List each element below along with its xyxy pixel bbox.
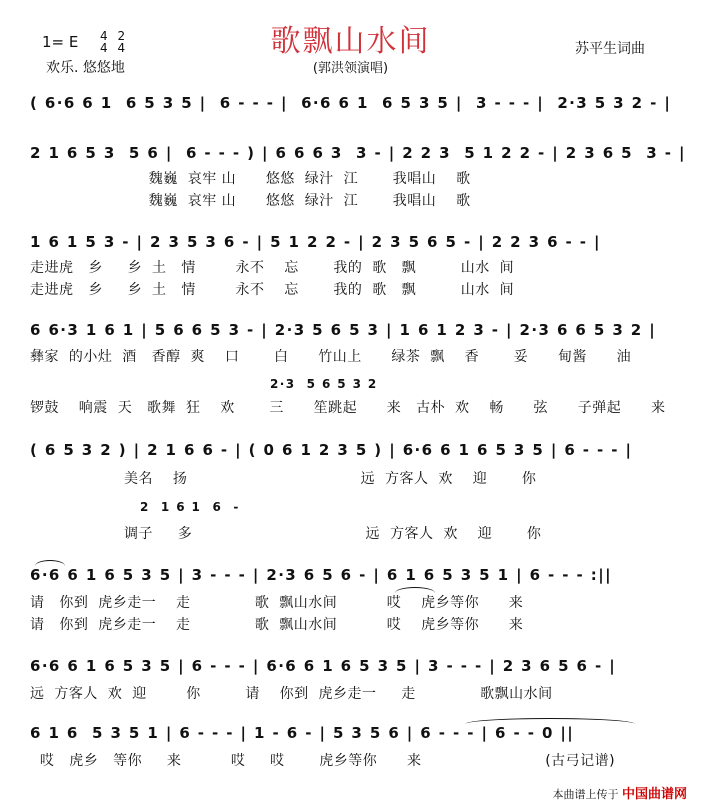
score-line-2: 2 1 6 5 3 5 6 | 6 - - - ) | 6 6 6 3 3 - | 2 2 3 5 1 2 2 - | 2 3 6 5 3 - | <box>30 144 686 162</box>
score-variant-5: 2 1 6 1 6 - <box>140 500 240 514</box>
score-line-5: ( 6 5 3 2 ) | 2 1 6 6 - | ( 0 6 1 2 3 5 ) | 6·6 6 1 6 5 3 5 | 6 - - - | <box>30 441 633 459</box>
tie-slur <box>395 587 435 593</box>
lyric-line-4a: 彝家 的小灶 酒 香醇 爽 口 白 竹山上 绿茶 飘 香 妥 甸酱 油 <box>30 349 632 365</box>
lyric-line-8a: 哎 虎乡 等你 来 哎 哎 虎乡等你 来 (古弓记谱) <box>30 753 616 769</box>
footer-text: 本曲谱上传于 <box>552 788 619 801</box>
lyric-line-2a: 魏巍 哀牢 山 悠悠 绿汁 江 我唱山 歌 <box>30 171 471 187</box>
meter-top-2: 2 <box>117 29 126 43</box>
composer-credit: 苏平生词曲 <box>575 41 645 57</box>
lyric-line-5a: 美名 扬 远 方客人 欢 迎 你 <box>30 471 537 487</box>
source-footer <box>552 783 687 802</box>
lyric-line-6b: 请 你到 虎乡走一 走 歌 飘山水间 哎 虎乡等你 来 <box>30 617 524 633</box>
meter-bottom-1: 4 <box>100 41 108 55</box>
score-line-4: 6 6·3 1 6 1 | 5 6 6 5 3 - | 2·3 5 6 5 3 | 1 6 1 2 3 - | 2·3 6 6 5 3 2 | <box>30 321 657 339</box>
score-variant-4: 2·3 5 6 5 3 2 <box>270 377 378 391</box>
score-line-6: 6·6 6 1 6 5 3 5 | 3 - - - | 2·3 6 5 6 - | 6 1 6 5 3 5 1 | 6 - - - :|| <box>30 566 612 584</box>
meter-top-1: 4 <box>100 29 108 43</box>
lyric-line-4b: 锣鼓 响震 天 歌舞 狂 欢 三 笙跳起 来 古朴 欢 畅 弦 子弹起 来 <box>30 400 666 416</box>
score-line-7: 6·6 6 1 6 5 3 5 | 6 - - - | 6·6 6 1 6 5 3 5 | 3 - - - | 2 3 6 5 6 - | <box>30 657 617 675</box>
lyric-line-3b: 走进虎 乡 乡 土 情 永不 忘 我的 歌 飘 山水 间 <box>30 282 515 298</box>
lyric-line-7a: 远 方客人 欢 迎 你 请 你到 虎乡走一 走 歌飘山水间 <box>30 686 553 702</box>
lyric-line-6a: 请 你到 虎乡走一 走 歌 飘山水间 哎 虎乡等你 来 <box>30 595 524 611</box>
time-signature <box>100 30 125 54</box>
tie-slur <box>35 560 65 566</box>
lyric-line-5b: 调子 多 远 方客人 欢 迎 你 <box>30 526 542 542</box>
song-title: 歌飘山水间 <box>270 24 431 59</box>
tie-slur <box>465 718 635 724</box>
score-line-1: ( 6·6 6 1 6 5 3 5 | 6 - - - | 6·6 6 1 6 5 3 5 | 3 - - - | 2·3 5 3 2 - | <box>30 94 672 112</box>
score-line-8: 6 1 6 5 3 5 1 | 6 - - - | 1 - 6 - | 5 3 5 6 | 6 - - - | 6 - - 0 || <box>30 724 575 742</box>
score-line-3: 1 6 1 5 3 - | 2 3 5 3 6 - | 5 1 2 2 - | 2 3 5 6 5 - | 2 2 3 6 - - | <box>30 233 601 251</box>
meter-bottom-2: 4 <box>117 41 126 55</box>
singer-credit: (郭洪领演唱) <box>312 61 389 76</box>
lyric-line-3a: 走进虎 乡 乡 土 情 永不 忘 我的 歌 飘 山水 间 <box>30 260 515 276</box>
tempo-marking: 欢乐. 悠悠地 <box>46 60 125 76</box>
site-logo[interactable]: 中国曲谱网 <box>621 787 687 802</box>
key-signature: 1= E <box>42 33 79 51</box>
lyric-line-2b: 魏巍 哀牢 山 悠悠 绿汁 江 我唱山 歌 <box>30 193 471 209</box>
